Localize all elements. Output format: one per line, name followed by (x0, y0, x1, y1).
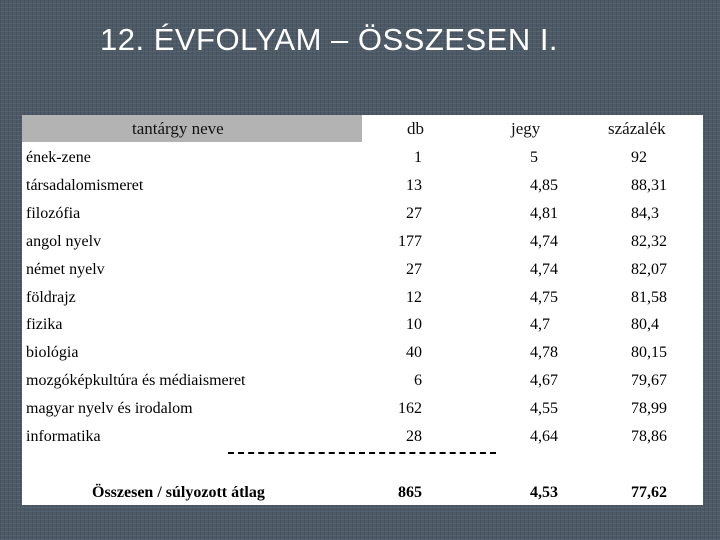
row-jegy: 4,75 (530, 289, 558, 306)
row-jegy: 4,81 (530, 205, 558, 222)
row-name: német nyelv (26, 261, 105, 278)
row-name: filozófia (26, 205, 81, 222)
separator-line (228, 452, 496, 454)
row-name: mozgóképkultúra és médiaismeret (26, 372, 246, 389)
row-szazalek: 81,58 (631, 289, 667, 306)
header-name: tantárgy neve (132, 119, 224, 138)
row-jegy: 4,7 (530, 316, 550, 333)
header-szazalek: százalék (608, 119, 666, 138)
row-jegy: 4,64 (530, 428, 558, 445)
row-jegy: 4,67 (530, 372, 558, 389)
row-szazalek: 80,4 (631, 316, 659, 333)
row-jegy: 4,74 (530, 261, 558, 278)
total-label: Összesen / súlyozott átlag (92, 484, 265, 501)
total-db: 865 (398, 484, 422, 501)
row-name: földrajz (26, 289, 76, 306)
row-db: 177 (398, 233, 422, 250)
row-szazalek: 80,15 (631, 344, 667, 361)
row-db: 10 (406, 316, 422, 333)
total-szazalek: 77,62 (631, 484, 667, 501)
row-szazalek: 82,07 (631, 261, 667, 278)
row-db: 1 (414, 149, 422, 166)
row-db: 28 (406, 428, 422, 445)
row-jegy: 4,74 (530, 233, 558, 250)
header-db: db (407, 119, 424, 138)
row-name: informatika (26, 428, 101, 445)
row-szazalek: 78,86 (631, 428, 667, 445)
row-jegy: 5 (530, 149, 538, 166)
row-db: 12 (406, 289, 422, 306)
row-db: 27 (406, 261, 422, 278)
row-name: biológia (26, 344, 79, 361)
row-jegy: 4,55 (530, 400, 558, 417)
row-db: 27 (406, 205, 422, 222)
row-szazalek: 84,3 (631, 205, 659, 222)
row-name: társadalomismeret (26, 177, 144, 194)
row-db: 13 (406, 177, 422, 194)
row-szazalek: 92 (631, 149, 647, 166)
row-jegy: 4,85 (530, 177, 558, 194)
row-name: angol nyelv (26, 233, 102, 250)
slide-title: 12. ÉVFOLYAM – ÖSSZESEN I. (100, 22, 559, 57)
total-jegy: 4,53 (530, 484, 558, 501)
row-db: 6 (414, 372, 422, 389)
row-jegy: 4,78 (530, 344, 558, 361)
row-szazalek: 88,31 (631, 177, 667, 194)
row-szazalek: 78,99 (631, 400, 667, 417)
row-name: fizika (26, 316, 63, 333)
header-jegy: jegy (511, 119, 541, 138)
row-name: ének-zene (26, 149, 91, 166)
row-name: magyar nyelv és irodalom (26, 400, 193, 417)
row-szazalek: 82,32 (631, 233, 667, 250)
row-db: 162 (398, 400, 422, 417)
results-table (22, 115, 703, 505)
row-szazalek: 79,67 (631, 372, 667, 389)
row-db: 40 (406, 344, 422, 361)
